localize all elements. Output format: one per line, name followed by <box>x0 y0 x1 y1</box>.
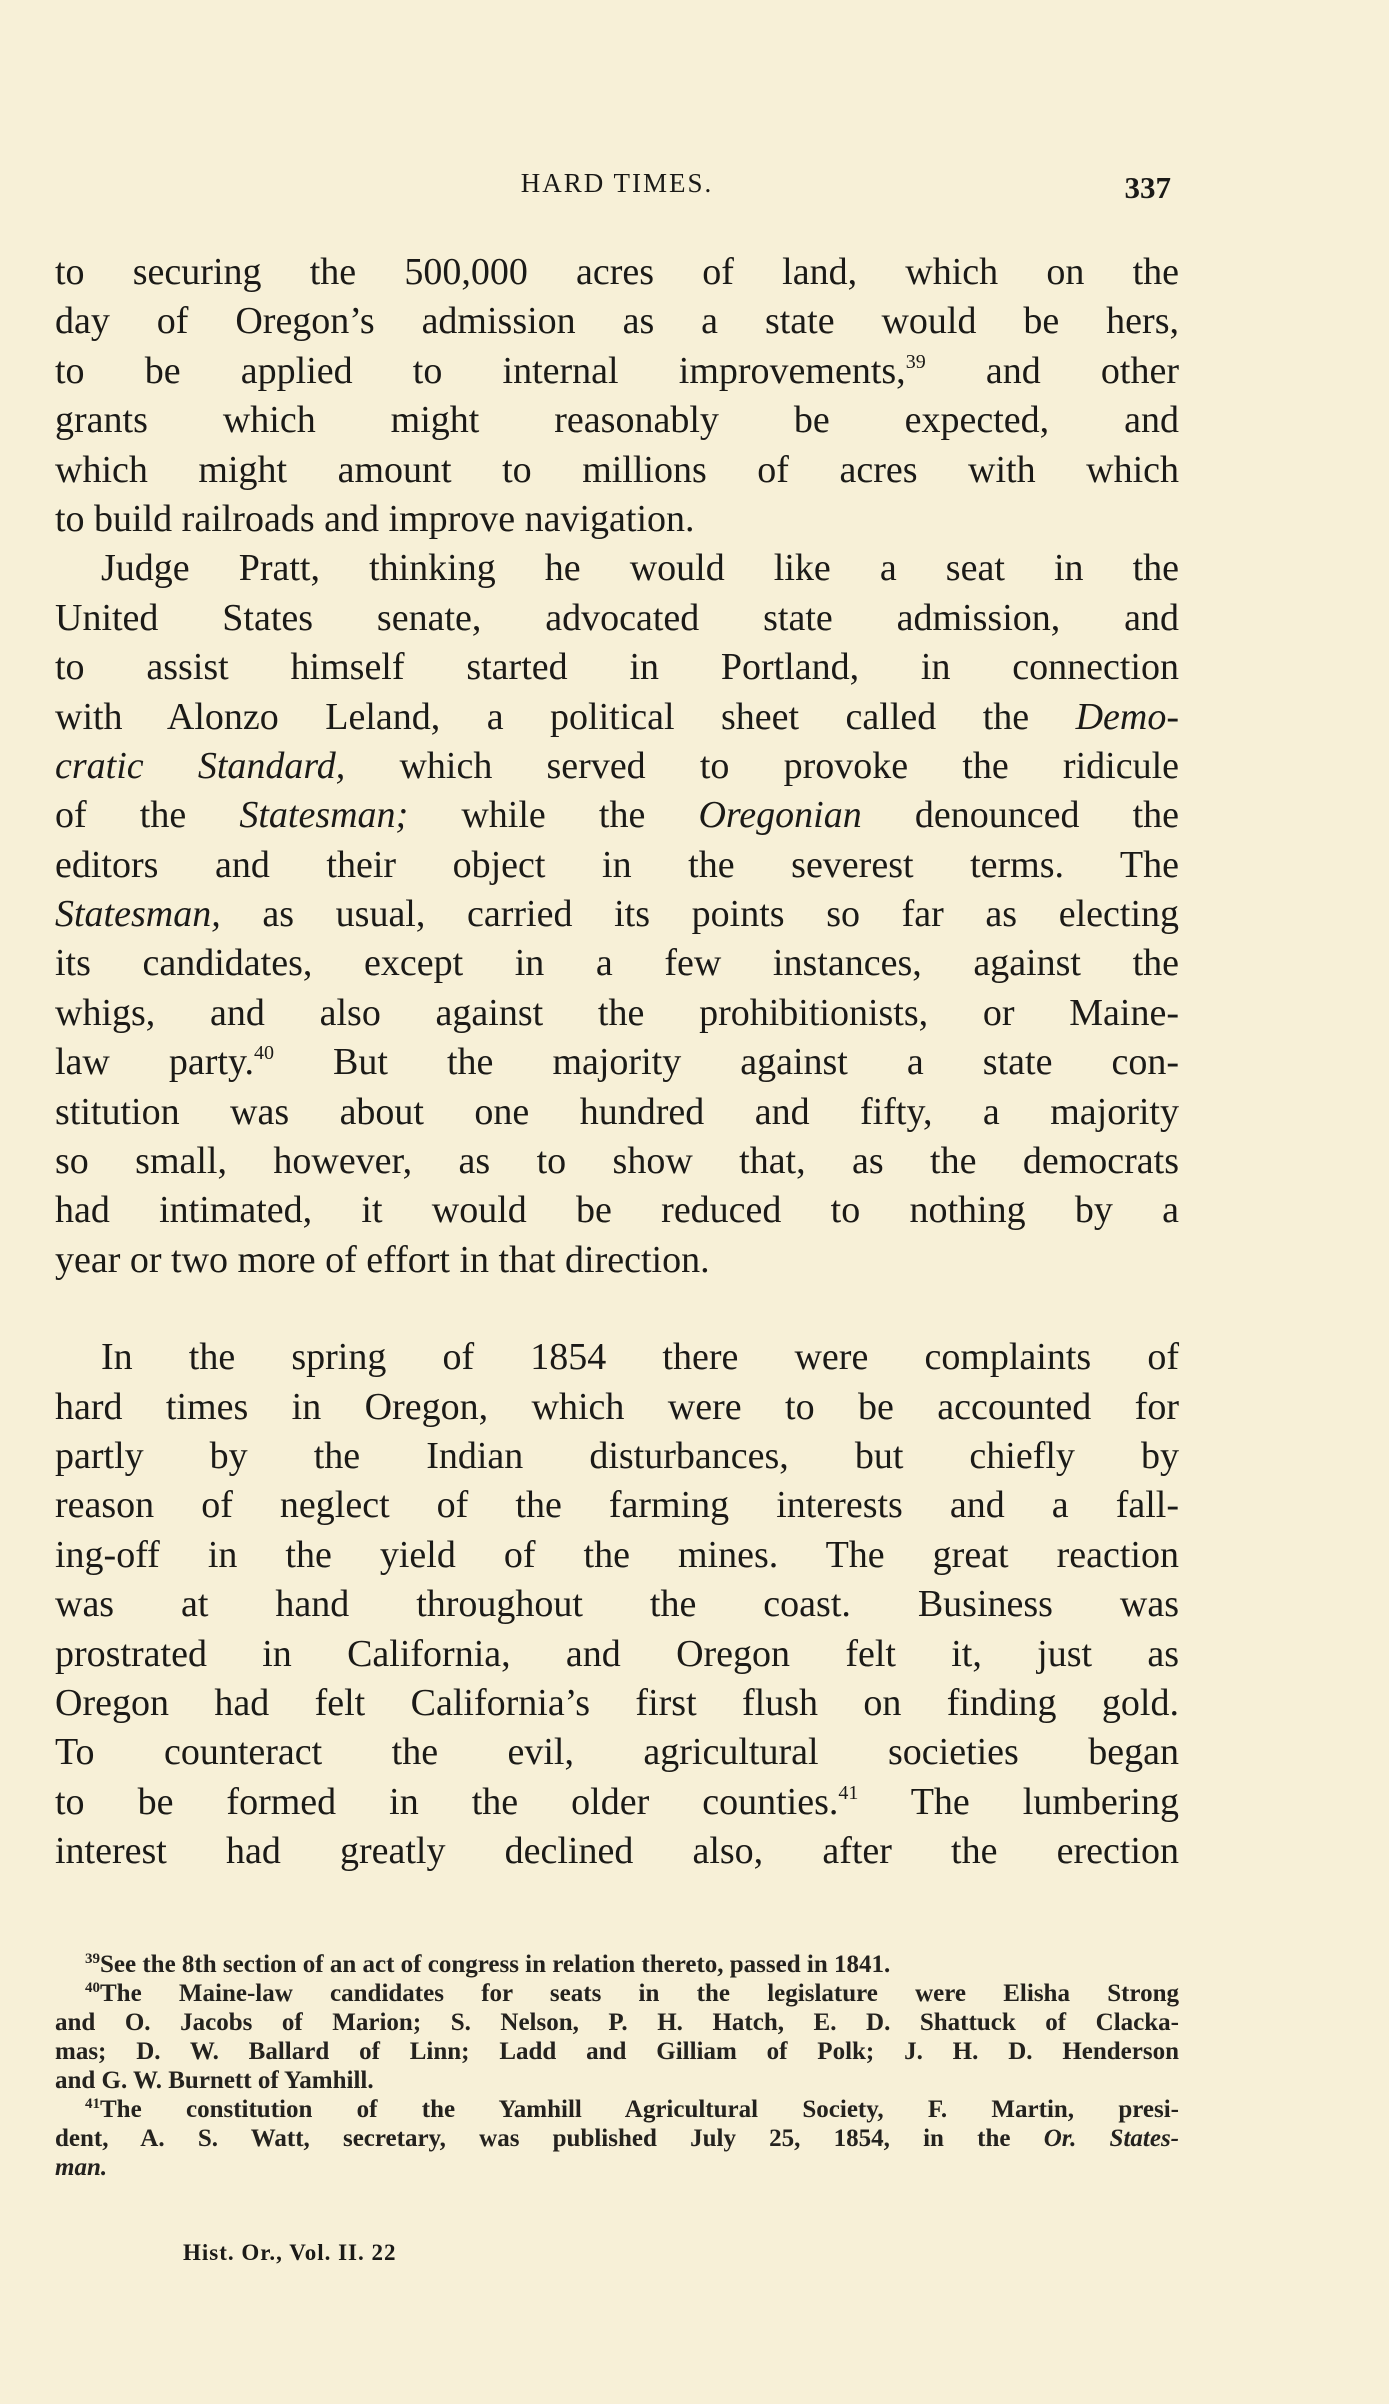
text-line: Judge Pratt, thinking he would like a seat in the <box>101 547 1179 590</box>
footnote-39: $^{39}$See the 8th section of an act of congress in relation thereto, passed in 1841. <box>85 1951 891 1978</box>
footnote-41: $^{41}$The constitution of the Yamhill Agricultural Society, F. Martin, presi- <box>85 2096 1179 2123</box>
text-line: To counteract the evil, agricultural societies began <box>55 1731 1179 1774</box>
text-line: so small, however, as to show that, as the democrats <box>55 1140 1179 1183</box>
footnote-line: mas; D. W. Ballard of Linn; Ladd and Gilliam of Polk; J. H. D. Henderson <box>55 2038 1179 2065</box>
text-line: grants which might reasonably be expected, and <box>55 399 1179 442</box>
main-text <box>55 248 1179 1877</box>
text-line: editors and their object in the severest terms. The <box>55 843 1179 886</box>
text-line: day of Oregon’s admission as a state would be hers, <box>55 300 1179 343</box>
text-line: prostrated in California, and Oregon felt it, just as <box>55 1632 1179 1675</box>
text-line: partly by the Indian disturbances, but chiefly by <box>55 1434 1179 1477</box>
text-line: United States senate, advocated state admission, and <box>55 596 1179 639</box>
footnote-line: man. <box>55 2154 108 2181</box>
text-line: stitution was about one hundred and fifty, a majority <box>55 1090 1179 1133</box>
text-line: Oregon had felt California’s first flush on finding gold. <box>55 1681 1179 1724</box>
text-line: to assist himself started in Portland, in connection <box>55 646 1179 689</box>
text-line: hard times in Oregon, which were to be accounted for <box>55 1385 1179 1428</box>
signature-mark: Hist. Or., Vol. II. 22 <box>183 2240 397 2265</box>
footnote-40: $^{40}$The Maine-law candidates for seats in the legislature were Elisha Strong <box>85 1980 1179 2007</box>
footnote-ref-41: 41 <box>838 1781 859 1804</box>
running-head: HARD TIMES. <box>520 168 714 198</box>
text-line: with Alonzo Leland, a political sheet called the Demo- <box>55 695 1179 738</box>
page-number: 337 <box>1124 170 1171 205</box>
footnote-ref-40: 40 <box>254 1042 275 1065</box>
text-line: reason of neglect of the farming interests and a fall- <box>55 1484 1179 1527</box>
section-break <box>55 1285 1179 1333</box>
text-line: to be formed in the older counties.$^{41}$ The lumbering <box>55 1780 1179 1823</box>
text-line: of the Statesman; while the Oregonian denounced the <box>55 794 1180 837</box>
text-line: whigs, and also against the prohibitionists, or Maine- <box>55 991 1179 1034</box>
footnote-ref-39: 39 <box>905 350 926 373</box>
text-line: ing-off in the yield of the mines. The great reaction <box>55 1533 1179 1576</box>
text-line: which might amount to millions of acres with which <box>55 448 1179 491</box>
text-line: law party.$^{40}$ But the majority against a state con- <box>55 1041 1179 1084</box>
footnote-line: and O. Jacobs of Marion; S. Nelson, P. H. Hatch, E. D. Shattuck of Clacka- <box>55 2009 1179 2036</box>
text-line: had intimated, it would be reduced to nothing by a <box>55 1189 1179 1232</box>
text-line: interest had greatly declined also, after the erection <box>55 1830 1179 1873</box>
text-line: to be applied to internal improvements,$^{39}$ and other <box>55 349 1179 392</box>
text-line: was at hand throughout the coast. Business was <box>55 1583 1179 1626</box>
footnote-line: and G. W. Burnett of Yamhill. <box>55 2067 374 2094</box>
text-line: to build railroads and improve navigation. <box>55 497 695 540</box>
text-line: Statesman, as usual, carried its points so far as electing <box>55 893 1179 936</box>
page-header <box>55 168 1179 218</box>
text-line: year or two more of effort in that direction. <box>55 1238 710 1281</box>
text-line: cratic Standard, which served to provoke the ridicule <box>55 744 1179 787</box>
text-line: to securing the 500,000 acres of land, which on the <box>55 251 1179 293</box>
text-line: In the spring of 1854 there were complaints of <box>101 1336 1179 1379</box>
footnote-line: dent, A. S. Watt, secretary, was published July 25, 1854, in the Or. States- <box>55 2125 1179 2152</box>
text-line: its candidates, except in a few instances, against the <box>55 942 1179 985</box>
footnotes <box>55 1950 1179 2182</box>
